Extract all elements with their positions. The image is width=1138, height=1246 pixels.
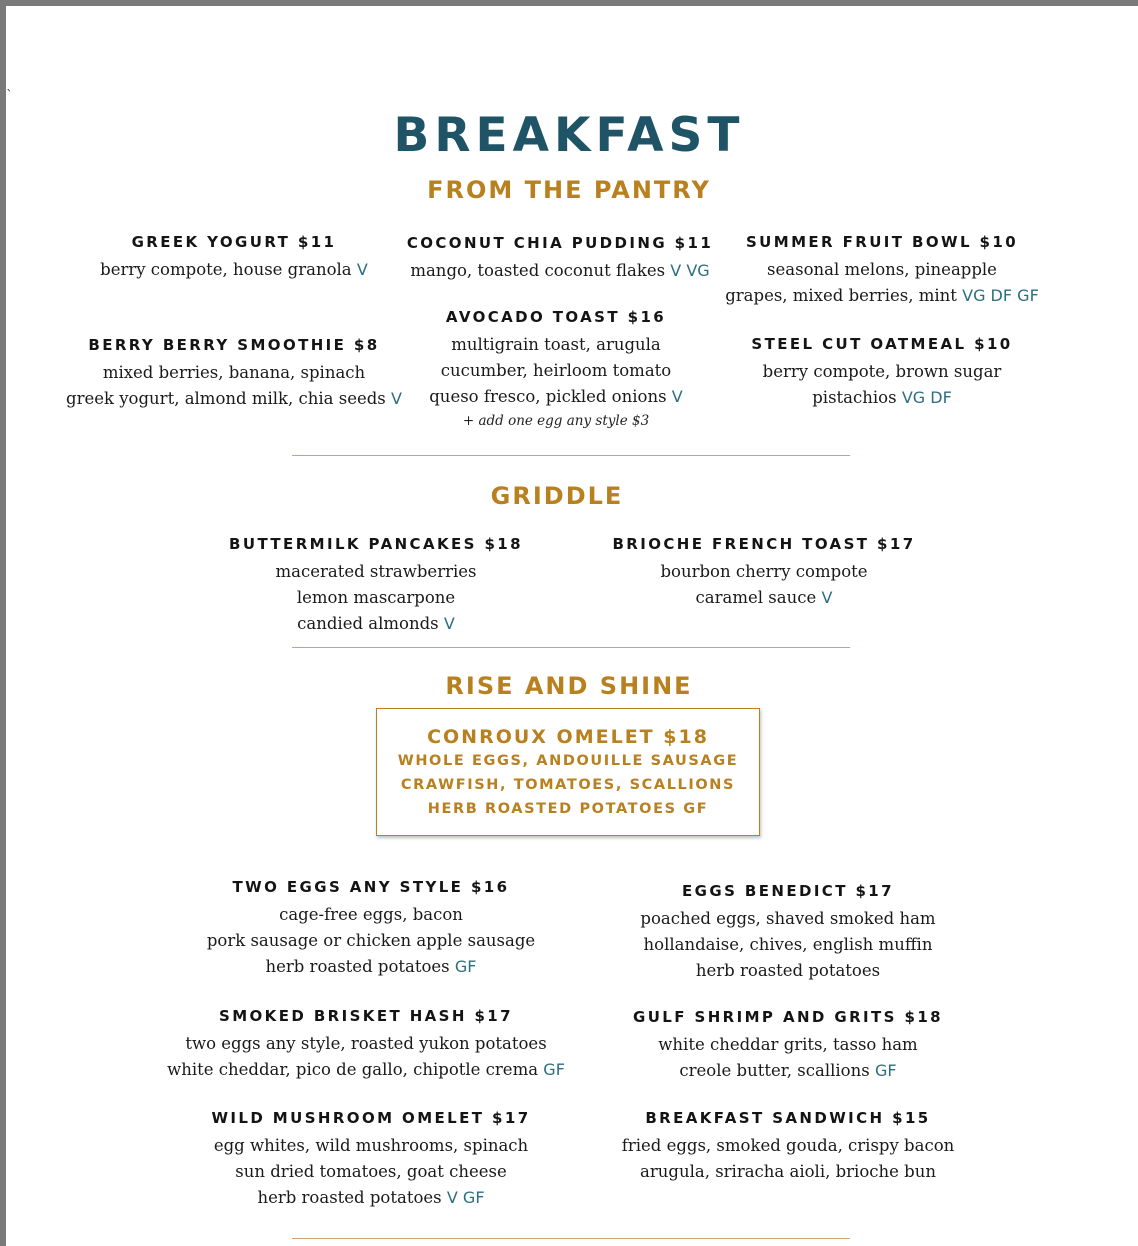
menu-title: BREAKFAST bbox=[393, 108, 745, 163]
item-description: candied almonds V bbox=[297, 614, 455, 633]
menu-item-eggs-benedict bbox=[598, 881, 978, 984]
item-description: pork sausage or chicken apple sausage bbox=[206, 931, 536, 950]
item-name: WILD MUSHROOM OMELET $17 bbox=[211, 1109, 531, 1127]
item-description: mango, toasted coconut flakes V VG bbox=[410, 261, 710, 280]
item-description: greek yogurt, almond milk, chia seeds V bbox=[66, 389, 402, 408]
menu-page bbox=[6, 6, 1138, 1246]
diet-tag: VG DF GF bbox=[962, 286, 1039, 305]
featured-item-conroux-omelet bbox=[376, 708, 760, 836]
diet-tag: VG DF bbox=[901, 388, 952, 407]
diet-tag: V bbox=[671, 387, 683, 406]
item-description: bourbon cherry compote bbox=[660, 562, 868, 581]
item-description: poached eggs, shaved smoked ham bbox=[640, 909, 936, 928]
featured-item-description: WHOLE EGGS, ANDOUILLE SAUSAGE bbox=[397, 753, 739, 769]
featured-item-description: CRAWFISH, TOMATOES, SCALLIONS bbox=[400, 777, 736, 793]
item-description: arugula, sriracha aioli, brioche bun bbox=[640, 1162, 936, 1181]
menu-item-brioche-french-toast bbox=[590, 534, 938, 611]
section-heading-griddle: GRIDDLE bbox=[490, 482, 624, 510]
item-name: EGGS BENEDICT $17 bbox=[682, 882, 894, 900]
item-name: GREEK YOGURT $11 bbox=[131, 233, 337, 251]
item-description: berry compote, house granola V bbox=[100, 260, 368, 279]
menu-item-two-eggs-any-style bbox=[176, 877, 566, 980]
featured-item-name: CONROUX OMELET $18 bbox=[427, 726, 709, 748]
item-description: pistachios VG DF bbox=[812, 388, 952, 407]
diet-tag: GF bbox=[454, 957, 477, 976]
menu-item-wild-mushroom-omelet bbox=[176, 1108, 566, 1211]
menu-item-smoked-brisket-hash bbox=[156, 1006, 576, 1083]
item-name: GULF SHRIMP AND GRITS $18 bbox=[633, 1008, 943, 1026]
diet-tag: V bbox=[443, 614, 455, 633]
section-heading-rise-and-shine: RISE AND SHINE bbox=[445, 672, 693, 700]
item-description: hollandaise, chives, english muffin bbox=[643, 935, 933, 954]
featured-item-description: HERB ROASTED POTATOES GF bbox=[427, 801, 709, 817]
menu-item-buttermilk-pancakes bbox=[202, 534, 550, 637]
menu-item-greek-yogurt bbox=[54, 232, 414, 283]
section-divider bbox=[292, 455, 850, 456]
item-description: multigrain toast, arugula bbox=[451, 335, 661, 354]
item-description: two eggs any style, roasted yukon potatoes bbox=[185, 1034, 547, 1053]
section-heading-pantry: FROM THE PANTRY bbox=[427, 176, 711, 204]
diet-tag: V bbox=[821, 588, 833, 607]
item-description: herb roasted potatoes V GF bbox=[257, 1188, 485, 1207]
menu-item-berry-smoothie bbox=[54, 335, 414, 412]
item-name: TWO EGGS ANY STYLE $16 bbox=[232, 878, 510, 896]
stray-mark: ` bbox=[6, 88, 13, 104]
item-addon-note: + add one egg any style $3 bbox=[462, 413, 650, 429]
item-name: BREAKFAST SANDWICH $15 bbox=[645, 1109, 931, 1127]
item-description: herb roasted potatoes GF bbox=[265, 957, 477, 976]
item-description: herb roasted potatoes bbox=[695, 961, 881, 980]
item-description: macerated strawberries bbox=[275, 562, 477, 581]
menu-item-steel-cut-oatmeal bbox=[706, 334, 1058, 411]
item-description: grapes, mixed berries, mint VG DF GF bbox=[725, 286, 1039, 305]
item-description: white cheddar grits, tasso ham bbox=[658, 1035, 918, 1054]
item-description: lemon mascarpone bbox=[296, 588, 456, 607]
item-name: BUTTERMILK PANCAKES $18 bbox=[229, 535, 523, 553]
menu-item-avocado-toast bbox=[376, 307, 736, 432]
item-description: caramel sauce V bbox=[695, 588, 833, 607]
diet-tag: V GF bbox=[446, 1188, 485, 1207]
diet-tag: V VG bbox=[670, 261, 710, 280]
item-description: white cheddar, pico de gallo, chipotle crema GF bbox=[167, 1060, 565, 1079]
item-description: fried eggs, smoked gouda, crispy bacon bbox=[621, 1136, 955, 1155]
item-description: queso fresco, pickled onions V bbox=[429, 387, 683, 406]
diet-tag: V bbox=[356, 260, 368, 279]
diet-tag: GF bbox=[874, 1061, 897, 1080]
item-name: COCONUT CHIA PUDDING $11 bbox=[406, 234, 714, 252]
item-description: sun dried tomatoes, goat cheese bbox=[235, 1162, 507, 1181]
item-description: creole butter, scallions GF bbox=[679, 1061, 897, 1080]
item-description: seasonal melons, pineapple bbox=[767, 260, 997, 279]
section-divider bbox=[292, 647, 850, 648]
menu-item-coconut-chia-pudding bbox=[380, 233, 740, 284]
section-divider bbox=[292, 1238, 850, 1239]
item-name: SUMMER FRUIT BOWL $10 bbox=[745, 233, 1019, 251]
item-description: berry compote, brown sugar bbox=[762, 362, 1002, 381]
item-name: BRIOCHE FRENCH TOAST $17 bbox=[612, 535, 916, 553]
item-name: BERRY BERRY SMOOTHIE $8 bbox=[88, 336, 380, 354]
item-description: cage-free eggs, bacon bbox=[279, 905, 463, 924]
item-description: mixed berries, banana, spinach bbox=[102, 363, 366, 382]
diet-tag: V bbox=[391, 389, 402, 408]
item-description: egg whites, wild mushrooms, spinach bbox=[213, 1136, 529, 1155]
menu-item-gulf-shrimp-and-grits bbox=[598, 1007, 978, 1084]
diet-tag: GF bbox=[543, 1060, 565, 1079]
menu-item-summer-fruit-bowl bbox=[706, 232, 1058, 309]
item-description: cucumber, heirloom tomato bbox=[440, 361, 672, 380]
menu-item-breakfast-sandwich bbox=[598, 1108, 978, 1185]
item-name: AVOCADO TOAST $16 bbox=[445, 308, 667, 326]
item-name: STEEL CUT OATMEAL $10 bbox=[751, 335, 1013, 353]
item-name: SMOKED BRISKET HASH $17 bbox=[219, 1007, 513, 1025]
